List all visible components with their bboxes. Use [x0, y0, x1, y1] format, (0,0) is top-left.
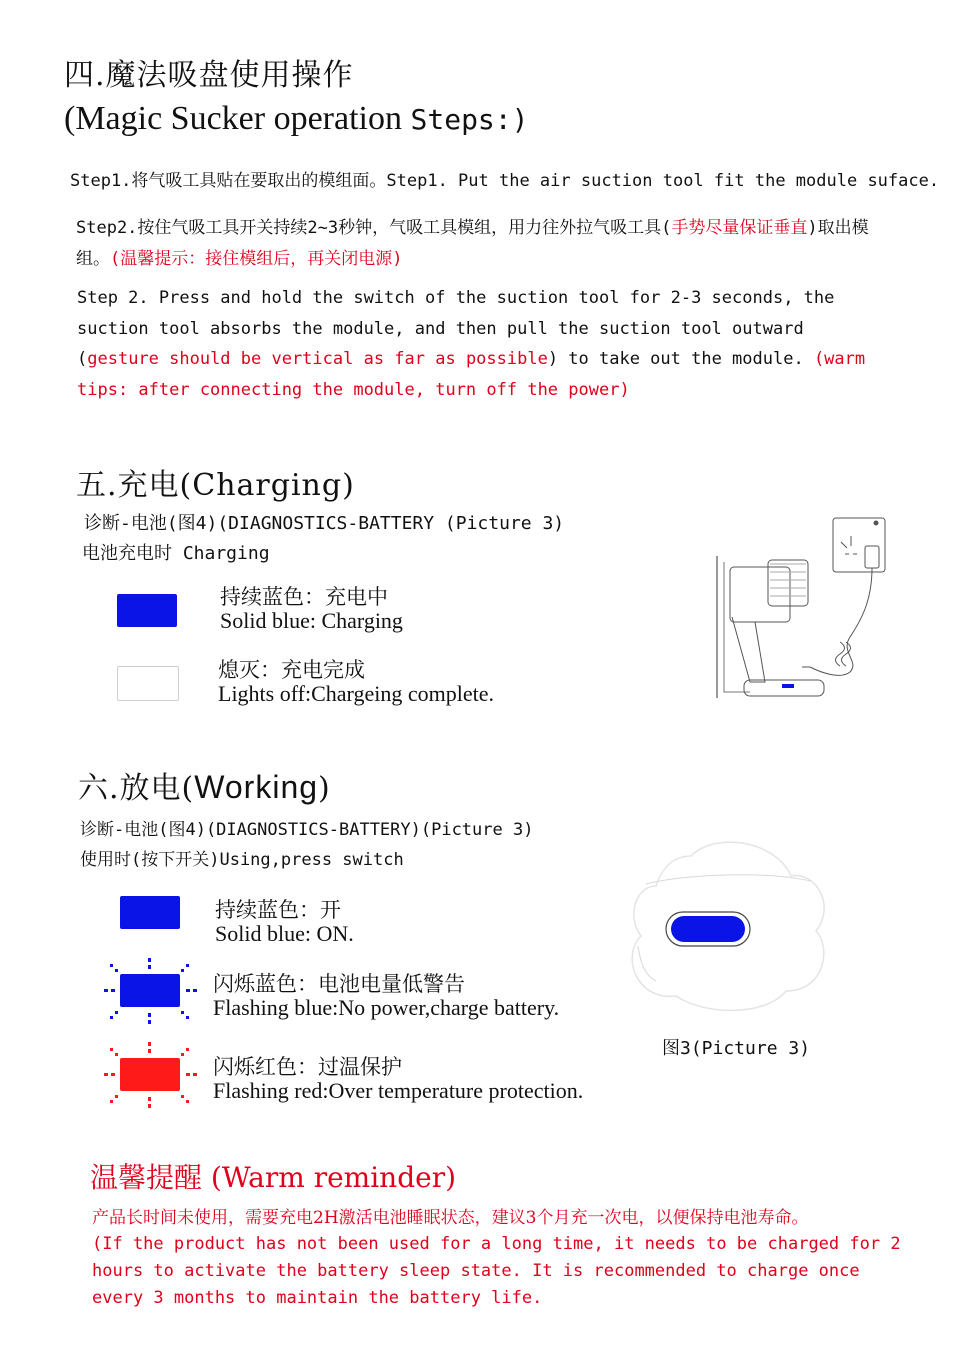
working-item2-en: Flashing blue:No power,charge battery.: [213, 995, 560, 1020]
step2-cn-a: Step2.按住气吸工具开关持续2~3秒钟，气吸工具模组，用力往外拉气吸工具(: [76, 218, 672, 238]
indicator-light-blue: [671, 916, 745, 942]
dock-blue-light: [782, 684, 794, 688]
section5-subtitle2: 电池充电时 Charging: [82, 543, 270, 564]
step2-cn-b: )取出模组。: [76, 218, 869, 269]
step2-en-red1: gesture should be vertical as far as possible: [87, 349, 548, 369]
figure-caption: 图3(Picture 3): [662, 1038, 811, 1059]
solid-blue-indicator: [117, 594, 177, 627]
step2-en: [77, 283, 892, 405]
reminder-title: 温馨提醒 (Warm reminder): [90, 1161, 456, 1194]
battery-closeup-illustration: [616, 826, 836, 1026]
section4-subtitle-a: (Magic Sucker operation: [64, 100, 411, 137]
section6-title: [78, 763, 331, 807]
flashing-red-indicator: [100, 1040, 200, 1110]
section4-subtitle-b: Steps:): [410, 103, 529, 136]
section5-title: 五.充电(Charging): [76, 468, 355, 503]
section5-subtitle1: 诊断-电池(图4)(DIAGNOSTICS-BATTERY (Picture 3): [84, 513, 565, 534]
flashing-red-swatch: [120, 1058, 180, 1091]
section4-subtitle: [64, 100, 529, 138]
step2-cn-red1: 手势尽量保证垂直: [671, 218, 808, 238]
solid-blue-on-indicator: [120, 896, 180, 929]
step2-cn: [76, 213, 896, 274]
reminder-cn: 产品长时间未使用，需要充电2H激活电池睡眠状态，建议3个月充一次电，以便保持电池寿命。: [92, 1208, 809, 1228]
charging-item2-en: Lights off:Chargeing complete.: [218, 681, 494, 706]
flashing-blue-indicator: [100, 956, 200, 1026]
step1-text: Step1.将气吸工具贴在要取出的模组面。Step1. Put the air suction tool fit the module suface.: [70, 171, 940, 191]
charging-item1-cn: 持续蓝色：充电中: [220, 585, 388, 609]
section6-title-a: 六.放电(: [78, 771, 195, 806]
charging-item1-en: Solid blue: Charging: [220, 608, 403, 633]
working-item1-en: Solid blue: ON.: [215, 921, 354, 946]
section6-subtitle1: 诊断-电池(图4)(DIAGNOSTICS-BATTERY)(Picture 3): [80, 820, 534, 840]
charging-illustration: [710, 512, 910, 707]
lights-off-indicator: [117, 666, 179, 701]
section6-title-c: ): [318, 771, 331, 806]
charging-item2-cn: 熄灭：充电完成: [218, 658, 365, 682]
step2-en-a: Step 2. Press and hold the switch of the suction tool for 2-3 seconds, the suction tool absorbs the module, and then pull the suction tool outward (: [77, 288, 835, 369]
working-item2-cn: 闪烁蓝色：电池电量低警告: [213, 972, 465, 996]
working-item3-en: Flashing red:Over temperature protection.: [213, 1078, 584, 1103]
section4-title: 四.魔法吸盘使用操作: [64, 58, 354, 93]
reminder-en: (If the product has not been used for a long time, it needs to be charged for 2 hours to activate the battery sleep state. It is recommended to charge once every 3 months to maintain the battery life.: [92, 1234, 901, 1308]
flashing-blue-swatch: [120, 974, 180, 1007]
section6-title-b: Working: [194, 769, 319, 805]
section6-subtitle2: 使用时(按下开关)Using,press switch: [80, 850, 404, 870]
step2-en-red2: (warm tips: after connecting the module, turn off the power): [77, 349, 866, 400]
working-item3-cn: 闪烁红色：过温保护: [213, 1055, 402, 1079]
wall-socket-icon: [833, 518, 885, 572]
working-item1-cn: 持续蓝色：开: [215, 898, 341, 922]
charger-plug-icon: [865, 546, 879, 568]
step2-cn-red2: (温馨提示：接住模组后，再关闭电源): [110, 248, 403, 269]
step2-en-b: ) to take out the module.: [547, 349, 814, 369]
